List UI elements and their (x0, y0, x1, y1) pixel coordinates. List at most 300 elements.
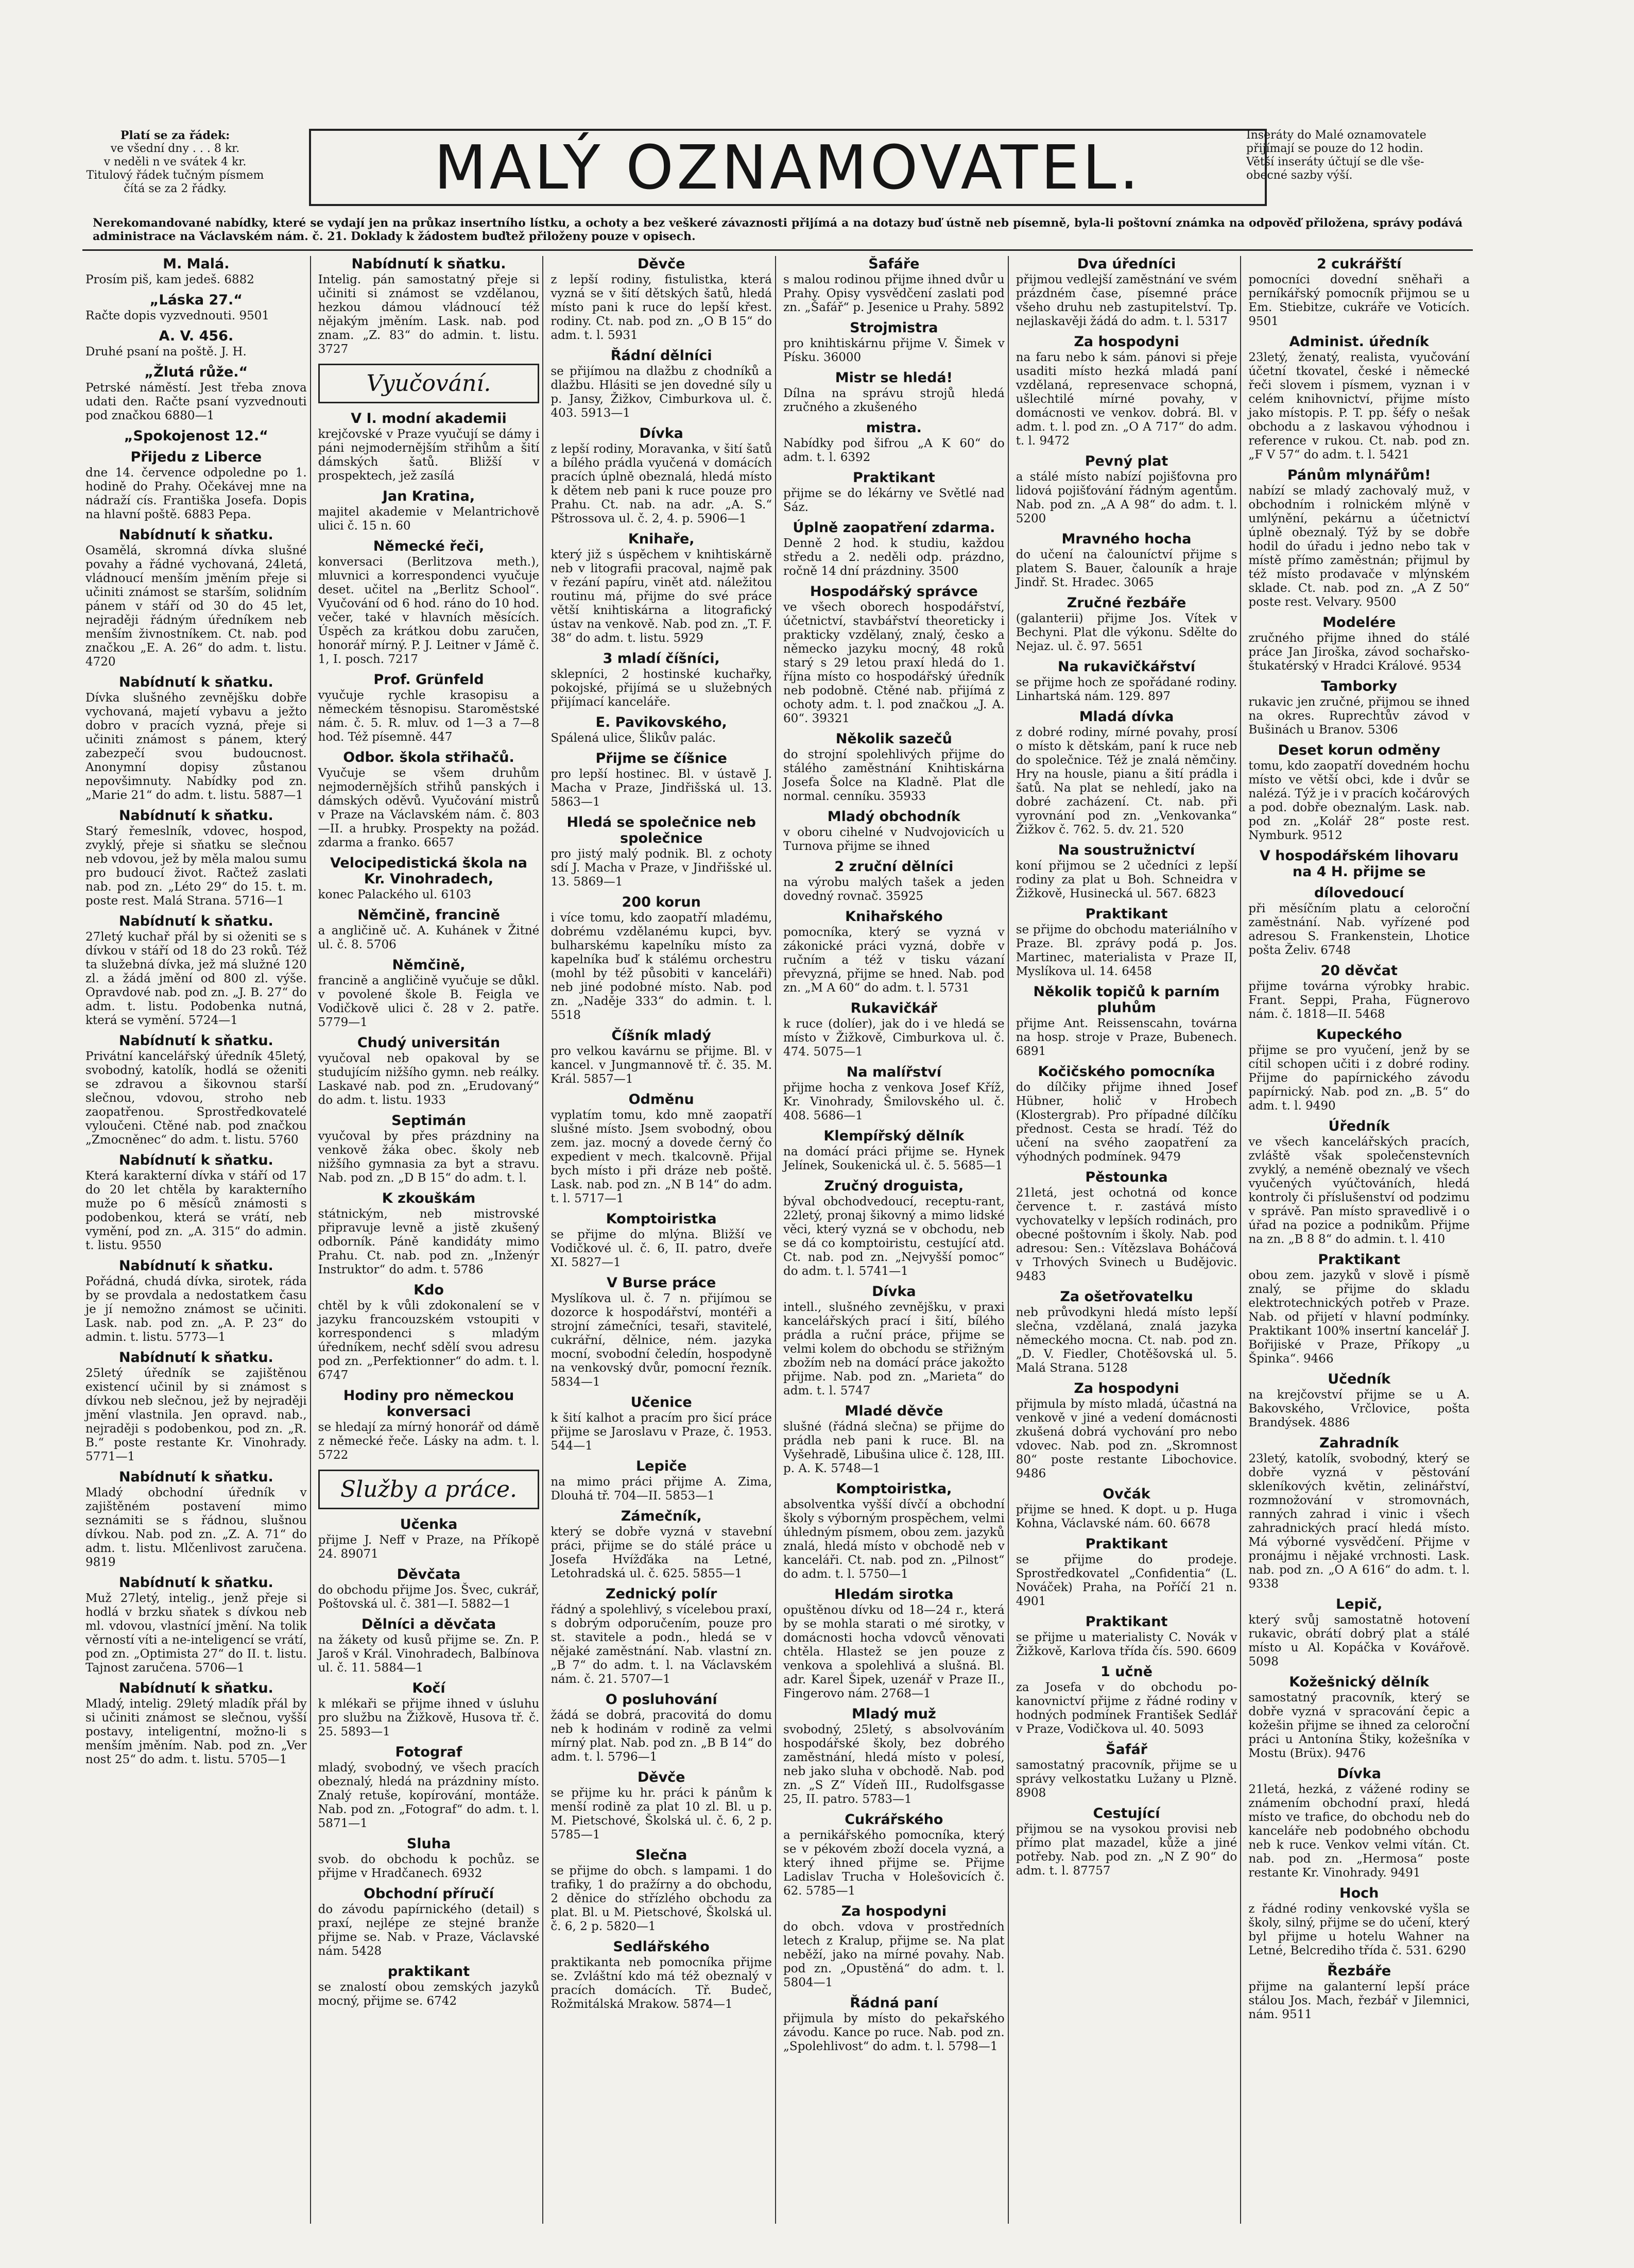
ad-title: Strojmistra (850, 320, 938, 336)
ad-title: Nabídnutí k sňatku. (118, 1258, 273, 1274)
classified-ad (1248, 1674, 1470, 1761)
classified-ad (783, 1995, 1005, 2054)
ad-title: 2 cukrářští (1316, 256, 1402, 272)
ad-text: do závodu papírnického (detail) s praxí, nejlépe ze stejné branže přijme se. Nab. v Praze, Václavské nám. 5428 (318, 1903, 540, 1958)
classified-ad (1016, 1169, 1237, 1284)
ad-text: praktikanta neb pomocníka přijme se. Zvláštní kdo má též obeznalý v pracích domácích. Tř. Budeč, Rožmitálská Mrakow. 5874—1 (551, 1956, 772, 2011)
ad-text: přijme J. Neff v Praze, na Příkopě 24. 89071 (318, 1533, 540, 1561)
ad-text: se přijímou na dlažbu z chodníků a dlažbu. Hlásiti se jen dovedné síly u p. Jansy, Žižkov, Cimburkova ul. č. 403. 5913—1 (551, 365, 772, 420)
classified-ad (1248, 963, 1470, 1021)
ad-title: 3 mladí číšníci, (603, 651, 720, 667)
ad-text: na krejčovství přijme se u A. Bakovského, Vrčlovice, pošta Brandýsek. 4886 (1248, 1388, 1470, 1429)
ad-title: O posluhování (605, 1692, 717, 1708)
classified-ad (1016, 906, 1237, 979)
ad-text: který již s úspěchem v knihtiskárně neb v litografii pracoval, najmě pak v řezání papíru, vinět atd. náležitou routinu má, přijme do své práce větší knihtiskárna a litografický ústav na venkově. Nab. pod zn. „T. F. 38“ do adm. t. listu. 5929 (551, 548, 772, 645)
ad-text: Starý řemeslník, vdovec, hospod, zvyklý, přeje si sňatku se slečnou neb vdovou, jež by měla malou sumu pro budoucí život. Račtež zaslati nab. pod zn. „Léto 29“ do 15. t. m. poste rest. Malá Strana. 5716—1 (85, 825, 307, 908)
classified-ad (1248, 256, 1470, 329)
classified-ad (783, 809, 1005, 854)
ad-text: dne 14. července odpoledne po 1. hodině do Prahy. Očekávej mne na nádraží cís. Františka Josefa. Dopis na hlavní poště. 6883 Pepa. (85, 466, 307, 521)
classified-ad (318, 1680, 540, 1739)
ad-title: Dívka (872, 1284, 916, 1300)
classified-ad (783, 1587, 1005, 1701)
classified-ad (551, 1847, 772, 1934)
ad-title: Cukrářského (845, 1812, 943, 1828)
ad-title: Nabídnutí k sňatku. (118, 1033, 273, 1049)
ad-text: Mladý, intelig. 29letý mladík přál by si učiniti známost se slečnou, vyšší postavy, inteligentní, možno-li s menším jměním. Nab. pod zn. „Ver nost 25“ do adm. t. listu. 5705—1 (85, 1697, 307, 1766)
ad-text: se přijme u materialisty C. Novák v Žižkově, Karlova třída čís. 590. 6609 (1016, 1631, 1237, 1658)
ad-title: „Láska 27.“ (149, 292, 243, 308)
classified-ad (1016, 595, 1237, 654)
ad-text: se přijme hoch ze spořádané rodiny. Linhartská nám. 129. 897 (1016, 676, 1237, 703)
classified-ad (1016, 842, 1237, 901)
ad-text: přijme se do lékárny ve Světlé nad Sáz. (783, 487, 1005, 514)
ad-text: pomocníka, který se vyzná v zákonické práci vyzná, dobře v ručním a též v tisku vázaní převyzná, přijme se hned. Nab. pod zn. „M A 60“ do adm. t. l. 5731 (783, 926, 1005, 995)
ad-text: přijme se pro vyučení, jenž by se cítil schopen učiti i z dobré rodiny. Přijme do papírnického závodu papírnický. Nab. pod zn. „B. 5“ do adm. t. l. 9490 (1248, 1044, 1470, 1113)
ad-title: Hledá se společnice neb společnice (566, 814, 756, 846)
price-line: Titulový řádek tučným písmem (86, 169, 264, 182)
classified-ad (1016, 1664, 1237, 1736)
ad-text: obou zem. jazyků v slově i písmě znalý, se přijme do skladu elektrotechnických potřeb v Praze. Nab. od přijetí v hlavní podmínky. Praktikant 100% insertní kancelář J. Bořijiské v Praze, Příkopy „u Špinka“. 9466 (1248, 1269, 1470, 1366)
ad-text: Dílna na správu strojů hledá zručného a zkušeného (783, 387, 1005, 414)
ad-text: intell., slušného zevnějšku, v praxi kancelářských prací i šití, bílého prádla a ruční práce, přijme se velmi kolem do obchodu se střižným zbožím neb na domácí práce jakožto přijme. Nab. pod zn. „Marieta“ do adm. t. l. 5747 (783, 1301, 1005, 1397)
ad-text: který svůj samostatně hotovení rukavic, obrátí dobrý plat a stálé místo u Al. Kopáčka v Kovářově. 5098 (1248, 1613, 1470, 1668)
ad-text: z lepší rodiny, fistulistka, která vyzná se v šití dětských šatů, hledá místo pani k ruce do lepší křest. rodiny. Ct. nab. pod zn. „O B 15“ do adm. t. l. 5931 (551, 273, 772, 342)
classified-ad (1016, 1064, 1237, 1164)
ad-title: Šafáře (868, 256, 920, 272)
ad-title: Přijme se číšnice (595, 751, 727, 766)
insertion-box (1246, 129, 1473, 182)
ad-title: Zahradník (1319, 1435, 1399, 1451)
ad-title: „Žlutá růže.“ (144, 364, 248, 380)
ad-title: M. Malá. (163, 256, 230, 272)
ad-title: Velocipedistická škola na Kr. Vinohradech, (330, 855, 527, 887)
ad-text: samostatný pracovník, přijme se u správy velkostatku Lužany u Plzně. 8908 (1016, 1759, 1237, 1800)
ad-title: Kupeckého (1316, 1027, 1402, 1043)
ad-text: ve všech oborech hospodářství, účetnictví, stavbářství theoreticky i prakticky vzdělaný, znalý, česko a německo jazyku mocný, 48 roků starý s 29 letou praxí hledá do 1. října místo co hospodářský úředník neb podobně. Ctěné nab. přijímá z ochoty adm. t. l. pod značkou „J. A. 60“. 39321 (783, 601, 1005, 725)
classified-ad (1248, 1596, 1470, 1669)
ad-text: a pernikářského pomocníka, který se v pékovém zboží docela vyzná, a který ihned přijme se. Přijme Ladislav Trucha v Holešovicích č. 62. 5785—1 (783, 1829, 1005, 1898)
ad-text: při měsíčním platu a celoroční zaměstnání. Nab. vyřízené pod adresou S. Frankenstein, Lhotice pošta Želiv. 6748 (1248, 902, 1470, 957)
classified-ad (85, 1350, 307, 1464)
classified-ad (551, 1586, 772, 1686)
ad-title: Nabídnutí k sňatku. (118, 1152, 273, 1168)
ad-text: francině a angličině vyučuje se důkl. v povolené škole B. Feigla ve Vodičkově ulici č. 28 v 2. patře. 5779—1 (318, 974, 540, 1029)
ad-column (547, 256, 776, 2224)
ad-title: Děvče (637, 256, 685, 272)
ad-title: Kdo (414, 1282, 444, 1298)
ad-title: Číšník mladý (611, 1028, 711, 1044)
ad-title: E. Pavikovského, (595, 714, 727, 730)
ad-title: Zručný droguista, (824, 1178, 964, 1194)
ad-text: svob. do obchodu k pochůz. se přijme v Hradčanech. 6932 (318, 1853, 540, 1880)
ad-text: i více tomu, kdo zaopatří mladému, dobrému vzdělanému kupci, byv. bulharskému kapelníku místo za kapelníka buď k stálému orchestru (mohl by též působiti v kanceláři) neb jiné podobné místo. Nab. pod zn. „Naděje 333“ do admin. t. l. 5518 (551, 911, 772, 1022)
classified-ad (318, 1516, 540, 1561)
ad-title: Nabídnutí k sňatku. (118, 527, 273, 543)
ad-title: Tamborky (1321, 678, 1398, 694)
ad-title: Pánům mlynářům! (1287, 467, 1431, 483)
classified-ad (1248, 1885, 1470, 1958)
ad-title: Nabídnutí k sňatku. (351, 256, 506, 272)
ad-text: zručného přijme ihned do stálé práce Jan Jiroška, závod sochařsko-štukatérský v Hradci Králové. 9534 (1248, 632, 1470, 673)
section-heading: Vyučování. (318, 364, 540, 403)
ad-title: Hospodářský správce (810, 584, 978, 600)
classified-ad (783, 909, 1005, 995)
ad-title: Nabídnutí k sňatku. (118, 913, 273, 929)
ad-title: Německé řeči, (373, 538, 485, 554)
ad-text: s malou rodinou přijme ihned dvůr u Prahy. Opisy vysvědčení zaslati pod zn. „Šafář“ p. Jesenice u Prahy. 5892 (783, 273, 1005, 314)
ad-title: Kočí (412, 1680, 445, 1696)
ad-text: vyučoval by přes prázdniny na venkově žáka obec. školy neb nižšího gymnasia za byt a stravu. Nab. pod zn. „D B 15“ do adm. t. l. (318, 1130, 540, 1185)
ad-title: Řezbáře (1327, 1963, 1391, 1979)
ad-text: mladý, svobodný, ve všech pracích obeznalý, hledá na prázdniny místo. Znalý retuše, kopírování, montáže. Nab. pod zn. „Fotograf“ do adm. t. l. 5871—1 (318, 1761, 540, 1830)
ad-text: přijme hocha z venkova Josef Kříž, Kr. Vinohrady, Šmilovského ul. č. 408. 5686—1 (783, 1081, 1005, 1122)
ad-text: na žákety od kusů přijme se. Zn. P. Jaroš v Král. Vinohradech, Balbínova ul. č. 11. 5884—1 (318, 1633, 540, 1675)
ad-text: pomocníci dovední sněhaři a perníkářský pomocník přijmou se u Em. Stiebitze, cukráře ve Voticích. 9501 (1248, 273, 1470, 328)
ad-title: Obchodní příručí (364, 1886, 494, 1902)
classified-ad (551, 1092, 772, 1206)
classified-ad (85, 1258, 307, 1344)
ad-title: Pevný plat (1085, 453, 1168, 469)
ad-title: Pěstounka (1085, 1169, 1168, 1185)
classified-ad (1016, 1805, 1237, 1878)
ad-title: Slečna (635, 1847, 687, 1863)
ad-title: Sluha (406, 1836, 451, 1852)
ad-text: 21letá, jest ochotná od konce července t. r. zastává místo vychovatelky v lepších rodinách, pro obecné poštovním i školy. Nab. pod adresou: Sen.: Vítězslava Boháčová v Trhových Svinech u Budějovic. 9483 (1016, 1186, 1237, 1283)
classified-ad (783, 1403, 1005, 1476)
ad-text: ve všech kancelářských pracích, zvláště však společenstevních zvyklý, a neméně obeznalý ve všech vyučených vyúčtováních, hledá kontroly či příslušenství od podzimu v správě. Pan místo spravedlivě i o úřad na pozice a podnikům. Přijme na zn. „B 8 8“ do admin. t. l. 410 (1248, 1135, 1470, 1246)
ad-text: majitel akademie v Melantrichově ulici č. 15 n. 60 (318, 505, 540, 533)
ad-title: Septimán (391, 1113, 466, 1129)
ad-title: Lepiče (635, 1458, 687, 1474)
newspaper-page (82, 129, 1473, 2220)
price-line: čítá se za 2 řádky. (124, 182, 227, 195)
classified-ad (783, 1128, 1005, 1173)
ad-text: 23letý, ženatý, realista, vyučování účetní tkovatel, české i německé řeči slovem i písmem, vyznan i v celém knihovnictví, přijme místo jako místopis. P. T. pp. šéfy o nešak obchodu a z laskavou výhodnou i reference v rukou. Ct. nab. pod zn. „F V 57“ do adm. t. l. 5421 (1248, 351, 1470, 462)
ad-text: pro knihtiskárnu přijme V. Šimek v Písku. 36000 (783, 337, 1005, 364)
ad-title: Hledám sirotka (834, 1587, 954, 1602)
classified-ad (85, 1033, 307, 1147)
classified-ad (318, 1836, 540, 1881)
ad-text: do učení na čalouníctví přijme s platem S. Bauer, čalouník a hraje Jindř. St. Hradec. 3065 (1016, 548, 1237, 589)
ad-text: pro jistý malý podnik. Bl. z ochoty sdí J. Macha v Praze, v Jindřišské ul. 13. 5869—1 (551, 847, 772, 889)
classified-ad (551, 714, 772, 745)
classified-ad (551, 1692, 772, 1764)
ad-text: Račte dopis vyzvednouti. 9501 (85, 309, 270, 322)
ad-text: se hledají za mírný honorář od dámě z německé řeče. Lásky na adm. t. l. 5722 (318, 1421, 540, 1462)
classified-ad (1248, 678, 1470, 737)
ad-text: k ruce (dolíer), jak do i ve hledá se místo v Žižkově, Cimburkova ul. č. 474. 5075—1 (783, 1017, 1005, 1059)
ad-title: Hodiny pro německou konversaci (343, 1388, 514, 1420)
ad-text: do dílčiky přijme ihned Josef Hübner, holič v Hrobech (Klostergrab). Pro případné dílčíku přednost. Cesta se hradí. Též do učení na svého zaopatření za výhodných podmínek. 9479 (1016, 1081, 1237, 1164)
ad-title: Zednický polír (606, 1586, 717, 1602)
classified-ad (85, 428, 307, 444)
ad-title: V I. modní akademii (351, 411, 507, 427)
ad-title: Šafář (1106, 1742, 1147, 1758)
ad-text: na domácí práci přijme se. Hynek Jelínek, Soukenická ul. č. 5. 5685—1 (783, 1145, 1005, 1172)
ad-column (1245, 256, 1473, 2224)
classified-ad (1016, 1614, 1237, 1659)
classified-ad (551, 1769, 772, 1842)
classified-ad (318, 256, 540, 356)
classified-ad (551, 1939, 772, 2011)
ad-text: Mladý obchodní úředník v zajištěném postavení mimo seznámiti se s řádnou, slušnou dívkou. Nab. pod zn. „Z. A. 71“ do adm. t. listu. Mlčenlivost zaručena. 9819 (85, 1486, 307, 1569)
ad-title: Nabídnutí k sňatku. (118, 1575, 273, 1591)
ad-title: Mladé děvče (845, 1403, 943, 1419)
ad-title: Několik topičů k parním pluhům (1033, 984, 1220, 1016)
classified-ad (551, 1028, 772, 1086)
ad-title: Jan Kratina, (382, 488, 475, 504)
classified-ad (318, 957, 540, 1030)
classified-ad (783, 1000, 1005, 1059)
classified-ad (1016, 984, 1237, 1059)
classified-ad (85, 1575, 307, 1675)
classified-ad (85, 1152, 307, 1253)
ad-text: absolventka vyšší dívčí a obchodní školy s výborným prospěchem, velmi úhledným písmem, obou zem. jazyků znalá, hledá místo v obchodě neb v kanceláři. Ct. nab. pod zn. „Pilnost“ do adm. t. l. 5750—1 (783, 1498, 1005, 1581)
classified-ad (1016, 1486, 1237, 1531)
header-notice: Nerekomandované nabídky, které se vydají jen na průkaz insertního lístku, a ochoty a bez veškeré závaznosti přijímá a na dotazy buď ústně neb písemně, byla-li poštovní známka na odpověď přiložena, správy podává administrace na Václavském nám. č. 21. Doklady k žádostem buďtež přiloženy pouze v opisech. (93, 216, 1463, 243)
classified-ad (783, 859, 1005, 903)
ad-title: Odměnu (628, 1092, 694, 1107)
classified-ad (85, 808, 307, 908)
classified-ad (85, 674, 307, 803)
ad-title: Úředník (1328, 1118, 1390, 1134)
classified-ad (318, 488, 540, 533)
classified-ad (318, 1113, 540, 1185)
ad-text: pro velkou kavárnu se přijme. Bl. v kancel. v Jungmannově tř. č. 35. M. Král. 5857—1 (551, 1045, 772, 1086)
classified-ad (318, 907, 540, 952)
ad-title: 20 děvčat (1320, 963, 1398, 979)
ad-title: Ovčák (1103, 1486, 1150, 1502)
ad-title: Praktikant (852, 470, 935, 486)
ad-columns (82, 256, 1473, 2224)
classified-ad (783, 584, 1005, 726)
ad-text: přijme na galanterní lepší práce stálou Jos. Mach, řezbář v Jilemnici, nám. 9511 (1248, 1980, 1470, 2021)
ad-title: Odbor. škola střihačů. (343, 749, 514, 765)
classified-ad (318, 1964, 540, 2008)
price-line: v neděli n ve svátek 4 kr. (104, 156, 247, 168)
classified-ad (783, 1903, 1005, 1990)
ad-text: řádný a spolehlivý, s vícelebou praxí, s dobrým odporučením, pouze pro st. stavitele a podn., hledá se v nějaké zaměstnání. Nab. vlastní zn. „B 7“ do adm. t. l. na Václavském nám. č. 21. 5707—1 (551, 1603, 772, 1686)
ad-title: Učenice (630, 1394, 692, 1410)
ad-title: V Burse práce (606, 1275, 716, 1291)
ad-title: V hospodářském lihovaru na 4 H. přijme se (1259, 848, 1459, 880)
ad-text: na mimo práci přijme A. Zima, Dlouhá tř. 704—II. 5853—1 (551, 1475, 772, 1503)
ad-text: vyplatím tomu, kdo mně zaopatří slušné místo. Jsem svobodný, obou zem. jaz. mocný a dovede černý čo expedient v mech. tkalcovně. Přijal bych místo i při dráze neb poště. Lask. nab. pod zn. „N B 14“ do adm. t. l. 5717—1 (551, 1109, 772, 1205)
ad-text: opuštěnou dívku od 18—24 r., která by se mohla starati o mé sirotky, v domácnosti hocha vdovců věnovati chtěla. Hlastež se jen pouze z venkova a spolehlivá a slušná. Bl. adr. Karel Šipek, uzenář v Praze II., Fingerovo nám. 2768—1 (783, 1604, 1005, 1700)
ad-title: Nabídnutí k sňatku. (118, 1469, 273, 1485)
ad-text: se znalostí obou zemských jazyků mocný, přijme se. 6742 (318, 1981, 540, 2008)
ad-text: se přijme do obch. s lampami. 1 do trafiky, 1 do pražírny a do obchodu, 2 děnice do střízlého obchodu za plat. Bl. u M. Pietschové, Školská ul. č. 6, 2 p. 5820—1 (551, 1864, 772, 1933)
classified-ad (1016, 256, 1237, 329)
classified-ad (318, 411, 540, 483)
ad-text: a stálé místo nabízí pojišťovna pro lidová pojišťování řádným agentům. Nab. pod zn. „A A 98“ do adm. t. l. 5200 (1016, 470, 1237, 525)
classified-ad (85, 449, 307, 522)
ad-text: konversaci (Berlitzova meth.), mluvnici a korrespondenci vyučuje deset. učitel na „Berlitz School“. Vyučování od 6 hod. ráno do 10 hod. večer, také v hlavních měsících. Úspěch za krátkou dobu zaručen, honorář mírný. P. J. Leitner v Jámě č. 1, I. posch. 7217 (318, 555, 540, 666)
ad-title: A. V. 456. (159, 328, 234, 344)
ad-title: Učenka (400, 1516, 458, 1532)
ad-text: Myslíkova ul. č. 7 n. přijímou se dozorce k hospodářství, montéři a strojní zámečníci, tesaři, stavitelé, cukrářní, dělnice, ném. jazyka mocní, svobodní čeledín, hospodyně na venkovský dvůr, pomocní řezník. 5834—1 (551, 1292, 772, 1389)
ad-title: mistra. (866, 420, 922, 436)
masthead (82, 129, 1473, 211)
classified-ad (85, 913, 307, 1028)
ad-text: za Josefa v do obchodu po-kanovnictví přijme z řádné rodiny v hodných podmínek František Sedlář v Praze, Vodičkova ul. 40. 5093 (1016, 1681, 1237, 1736)
ad-title: 200 korun (622, 894, 701, 910)
ad-text: slušné (řádná slečna) se přijme do prádla neb pani k ruce. Bl. na Vyšehradě, Libušina ulice č. 128, III. p. A. K. 5748—1 (783, 1420, 1005, 1475)
classified-ad (318, 1566, 540, 1611)
ad-text: býval obchodvedoucí, receptu-rant, 22letý, pronaj šikovný a mimo lidské věci, který vyzná se v obchodu, neb se dá co komptoiristu, cestující atd. Ct. nab. pod zn. „Nejvyšší pomoc“ do adm. t. l. 5741—1 (783, 1195, 1005, 1278)
classified-ad (85, 527, 307, 669)
classified-ad (551, 531, 772, 645)
ad-text: Spálená ulice, Šlikův palác. (551, 731, 716, 745)
ad-text: Denně 2 hod. k studiu, každou středu a 2. neděli odp. prázdno, ročně 14 dní prázdniny. 3500 (783, 537, 1005, 578)
ad-title: Prof. Grünfeld (373, 672, 484, 688)
classified-ad (1016, 659, 1237, 704)
ad-text: do obchodu přijme Jos. Švec, cukrář, Poštovská ul. č. 381—I. 5882—1 (318, 1583, 540, 1611)
ad-title: Několik sazečů (835, 731, 952, 747)
insertion-line: Inseráty do Malé oznamovatele (1246, 129, 1426, 142)
ad-text: 27letý kuchař přál by si oženiti se s dívkou v stáří od 18 do 23 roků. Též ta služebná dívka, jež má služné 120 zl. a žádá jmění od 800 zl. výše. Opravdové nab. pod zn. „J. B. 27“ do adm. t. listu. Podobenka nutná, která se vymění. 5724—1 (85, 930, 307, 1027)
ad-text: konec Palackého ul. 6103 (318, 888, 472, 901)
ad-title: praktikant (387, 1964, 470, 1980)
classified-ad (1016, 453, 1237, 526)
ad-text: přijme Ant. Reissenscahn, továrna na hosp. stroje v Praze, Bubenech. 6891 (1016, 1017, 1237, 1058)
ad-title: Mistr se hledá! (835, 370, 953, 386)
ad-text: se přijme do obchodu materiálního v Praze. Bl. zprávy podá p. Jos. Martinec, materialista v Praze II, Myslíkova ul. 14. 6458 (1016, 923, 1237, 978)
ad-title: „Spokojenost 12.“ (124, 428, 268, 444)
ad-title: Na rukavičkářství (1057, 659, 1196, 675)
ad-text: v oboru cihelné v Nudvojovicích u Turnova přijme se ihned (783, 826, 1005, 853)
ad-text: z lepší rodiny, Moravanka, v šití šatů a bílého prádla vyučená v domácích pracích úplně obeznalá, hledá místo k dětem neb pani k ruce pouze pro Prahu. Ct. nab. na adr. „A. S.“ Pštrossova ul. č. 2, 4. p. 5906—1 (551, 442, 772, 525)
classified-ad (85, 256, 307, 287)
section-heading: Služby a práce. (318, 1470, 540, 1509)
ad-text: Nabídky pod šifrou „A K 60“ do adm. t. l. 6392 (783, 437, 1005, 464)
classified-ad (551, 814, 772, 889)
ad-text: se přijme do mlýna. Bližší ve Vodičkové ul. č. 6, II. patro, dveře XI. 5827—1 (551, 1228, 772, 1269)
ad-title: Za hospodyni (841, 1903, 947, 1919)
classified-ad (551, 1508, 772, 1581)
ad-title: Praktikant (1318, 1252, 1401, 1268)
ad-text: k šití kalhot a pracím pro šicí práce přijme se Jaroslavu v Praze, č. 1953. 544—1 (551, 1411, 772, 1453)
ad-column (1013, 256, 1242, 2224)
ad-text: Dívka slušného zevnějšku dobře vychovaná, majetí vybavu a ježto dobro v pracích vyzná, přeje si učiniti známost s pánem, který zabezpečí svou budoucnost. Anonymní dopisy zůstanou nepovšimnuty. Nabídky pod zn. „Marie 21“ do adm. t. listu. 5887—1 (85, 691, 307, 802)
ad-title: Řádná paní (850, 1995, 938, 2011)
ad-text: přijmou vedlejší zaměstnání ve svém prázdném čase, písemné práce všeho druhu neb zastupitelství. Tp. nejlaskavěji žádá do adm. t. l. 5317 (1016, 273, 1237, 328)
ad-column (780, 256, 1009, 2224)
price-box (82, 129, 268, 196)
ad-title: Děvčata (397, 1566, 461, 1582)
classified-ad (1016, 709, 1237, 837)
ad-title: Nabídnutí k sňatku. (118, 808, 273, 824)
ad-title: Za hospodyni (1074, 1380, 1179, 1396)
classified-ad (551, 1275, 772, 1389)
ad-text: do obch. vdova v prostředních letech z Kralup, přijme se. Na plat neběží, jako na mírné povahy. Nab. pod zn. „Opustěná“ do adm. t. l. 5804—1 (783, 1920, 1005, 1989)
ad-text: žádá se dobrá, pracovitá do domu neb k hodinám v rodině za velmi mírný plat. Nab. pod zn. „B B 14“ do adm. t. l. 5796—1 (551, 1709, 772, 1764)
ad-title: Mladá dívka (1079, 709, 1174, 725)
classified-ad (1016, 1289, 1237, 1375)
ad-text: Druhé psaní na poště. J. H. (85, 345, 247, 359)
ad-title: Sedlářského (613, 1939, 710, 1955)
classified-ad (1248, 615, 1470, 673)
classified-ad (1016, 1742, 1237, 1800)
classified-ad (1016, 1536, 1237, 1609)
ad-title: Za hospodyni (1074, 334, 1179, 350)
classified-ad (318, 538, 540, 667)
ad-title: Deset korun odměny (1278, 742, 1440, 758)
ad-text: 25letý úředník se zajištěnou existencí učinil by si známost s dívkou neb slečnou, jež by nejraději jmění vlastnila. Jen opravd. nab., nejraději s podobenkou, pod zn. „R. B.“ poste restante Kr. Vinohrady. 5771—1 (85, 1367, 307, 1463)
ad-title: Na soustružnictví (1058, 842, 1195, 858)
ad-text: pro lepší hostinec. Bl. v ústavě J. Macha v Praze, Jindřišská ul. 13. 5863—1 (551, 768, 772, 809)
ad-text: z řádné rodiny venkovské vyšla se školy, silný, přijme se do učení, který byl přijme u hotelu Wahner na Letné, Belcrediho třída č. 531. 6290 (1248, 1902, 1470, 1957)
ad-text: na faru nebo k sám. pánovi si přeje usaditi místo hezká mladá paní vzdělaná, represenvace schopná, ušlechtilé mírné povahy, v domácnosti ve venkov. dobrá. Bl. v adm. t. l. pod zn. „O A 717“ do adm. t. l. 9472 (1016, 351, 1237, 448)
ad-text: Pořádná, chudá dívka, sirotek, ráda by se provdala a nedostatkem času je jí nemožno známost se učiniti. Lask. nab. pod zn. „A. P. 23“ do admin. t. listu. 5773—1 (85, 1275, 307, 1344)
classified-ad (551, 1211, 772, 1270)
ad-title: Mladý muž (851, 1706, 936, 1722)
ad-title: 2 zruční dělníci (834, 859, 954, 875)
page-title: MALÝ OZNAMOVATEL. (309, 129, 1267, 206)
classified-ad (1248, 885, 1470, 958)
ad-title: Cestující (1093, 1805, 1160, 1821)
ad-title: Dělníci a děvčata (361, 1616, 496, 1632)
ad-text: se přijme do prodeje. Sprostředkovatel „Confidentia“ (L. Nováček) Praha, na Poříčí 21 n. 4901 (1016, 1553, 1237, 1608)
ad-title: Lepič, (1336, 1596, 1383, 1612)
ad-text: Privátní kancelářský úředník 45letý, svobodný, katolík, hodlá se oženiti se zdravou a šikovnou starší slečnou, vdovou, stroho neb zaopatřenou. Sprostředkovatelé vyloučeni. Ctěné nab. pod značkou „Zmocněnec“ do adm. t. listu. 5760 (85, 1050, 307, 1147)
classified-ad (85, 364, 307, 423)
ad-text: přijmou se na vysokou provisi neb přímo plat mazadel, kůže a jiné potřeby. Nab. pod zn. „N Z 90“ do adm. t. l. 87757 (1016, 1822, 1237, 1878)
ad-text: státnickým, neb mistrovské připravuje levně a jistě zkušený odborník. Páně kandidáty mimo Prahu. Ct. nab. pod zn. „Inženýr Instruktor“ do adm. t. 5786 (318, 1207, 540, 1276)
classified-ad (1016, 1380, 1237, 1481)
price-line: ve všední dny . . . 8 kr. (110, 142, 240, 155)
ad-title: Modelére (1322, 615, 1396, 630)
classified-ad (85, 292, 307, 323)
ad-title: Řádní dělníci (610, 348, 712, 364)
ad-title: Praktikant (1085, 906, 1168, 922)
ad-title: Klempířský dělník (823, 1128, 965, 1144)
ad-title: Komptoiristka, (836, 1481, 952, 1497)
ad-title: Kočičského pomocníka (1038, 1064, 1215, 1080)
ad-text: Osamělá, skromná dívka slušné povahy a řádné vychovaná, 24letá, vládnoucí menším jměním přeje si učiniti známost se starším, solidním pánem v stáří od 30 do 45 let, nejraději řádným úředníkem neb menším živnostníkem. Ct. nab. pod značkou „E. A. 26“ do adm. t. listu. 4720 (85, 544, 307, 669)
ad-title: Praktikant (1085, 1614, 1168, 1630)
classified-ad (551, 256, 772, 343)
classified-ad (85, 1469, 307, 1570)
ad-text: z dobré rodiny, mírné povahy, prosí o místo k dětskám, paní k ruce neb do společnice. Též je znalá němčiny. Hry na housle, pianu a šití prádla i šatů. Na plat se nehledí, jako na dobré zacházení. Ct. nab. při vyrovnání pod zn. „Venkovanka“ Žižkov č. 762. 5. dv. 21. 520 (1016, 726, 1237, 837)
ad-title: Nabídnutí k sňatku. (118, 674, 273, 690)
ad-title: Chudý universitán (357, 1035, 501, 1051)
ad-title: Hoch (1339, 1885, 1379, 1901)
classified-ad (1248, 742, 1470, 843)
ad-title: K zkouškám (382, 1190, 476, 1206)
ad-title: Za ošetřovatelku (1060, 1289, 1193, 1305)
ad-text: 21letá, hezká, z vážené rodiny se známením obchodní praxí, hledá místo ve trafice, do obchodu neb do kanceláře neb podobného obchodu neb k ruce. Venkov velmi vítán. Ct. nab. pod zn. „Hermosa“ poste restante Kr. Vinohrady. 9491 (1248, 1783, 1470, 1880)
classified-ad (318, 855, 540, 902)
ad-text: Která karakterní dívka v stáří od 17 do 20 let chtěla by karakterního muže po 6 měsíců známosti s podobenkou, která se vrátí, neb vymění, pod zn. „A. 315“ do admin. t. listu. 9550 (85, 1169, 307, 1252)
ad-title: Učedník (1328, 1371, 1391, 1387)
classified-ad (85, 1680, 307, 1767)
classified-ad (318, 749, 540, 850)
ad-text: se přijme ku hr. práci k pánům k menší rodině za plat 10 zl. Bl. u p. M. Pietschové, Školská ul. č. 6, 2 p. 5785—1 (551, 1786, 772, 1841)
classified-ad (551, 1458, 772, 1503)
ad-title: Zručné řezbáře (1067, 595, 1186, 611)
ad-title: Mladý obchodník (827, 809, 960, 825)
ad-text: rukavic jen zručné, přijmou se ihned na okres. Ruprechtův závod v Bušinách u Branov. 5306 (1248, 695, 1470, 737)
ad-title: Němčině, francině (357, 907, 500, 923)
ad-text: přijme továrna výrobky hrabic. Frant. Seppi, Praha, Fügnerovo nám. č. 1818—II. 5468 (1248, 980, 1470, 1021)
classified-ad (551, 894, 772, 1022)
ad-text: samostatný pracovník, který se dobře vyzná v spracování čepic a kožešin přijme se ihned za celoroční práci u Antonína Štiky, kožešníka v Mostu (Brüx). 9476 (1248, 1691, 1470, 1760)
ad-title: Zámečník, (621, 1508, 702, 1524)
ad-title: Knihařského (845, 909, 943, 925)
ad-title: Dva úředníci (1077, 256, 1176, 272)
ad-text: na výrobu malých tašek a jeden dovedný rovnač. 35925 (783, 876, 1005, 903)
